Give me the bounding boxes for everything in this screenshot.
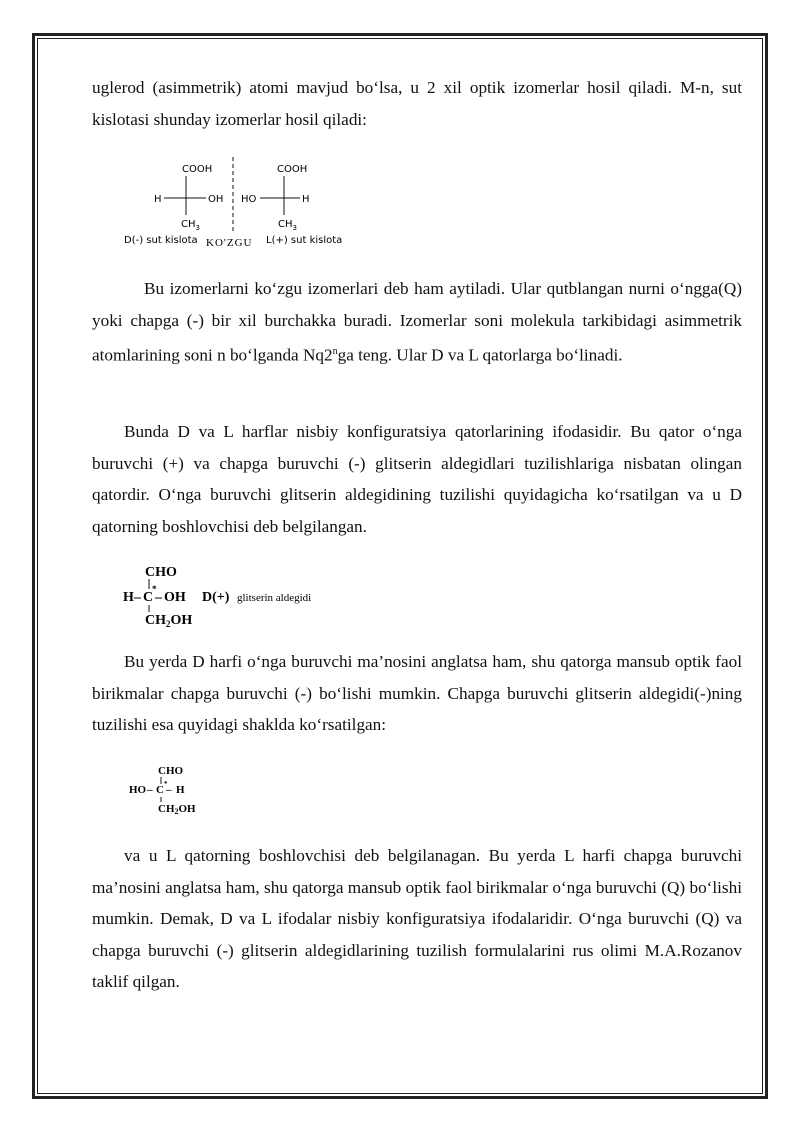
l-lactic-bottom-subscript: 3 (292, 224, 297, 232)
l-lactic-top-group: COOH (277, 164, 308, 175)
l-glyc-right-group: H (176, 784, 185, 796)
svg-text:CH3 (278, 219, 297, 232)
paragraph-mirror-isomers-end: ga teng. Ular D va L qatorlarga bo‘linadi. (337, 345, 623, 365)
paragraph-intro: uglerod (asimmetrik) atomi mavjud bo‘lsa, u 2 xil optik izomerlar hosil qiladi. M-n, sut kislotasi shunday izomerlar hosil qiladi: (92, 78, 742, 129)
d-lactic-bottom-subscript: 3 (195, 224, 200, 232)
d-glyc-right-group: OH (164, 590, 186, 605)
l-glyc-left-group: HO (129, 784, 147, 796)
d-glyc-star: * (152, 584, 157, 594)
d-lactic-right-group: OH (208, 194, 224, 205)
l-glyc-star: * (164, 780, 168, 788)
d-glyc-bottom-group: CH (145, 613, 166, 628)
exponent-n: n (332, 346, 338, 357)
d-glyc-center-atom: C (143, 590, 154, 605)
l-lactic-caption: L(+) sut kislota (266, 235, 343, 246)
d-glyc-caption: glitserin aldegidi (237, 592, 312, 604)
l-glyc-bottom-end: OH (178, 803, 196, 815)
d-glyc-left-group: H (123, 590, 134, 605)
l-glyceraldehyde-figure (126, 760, 246, 818)
l-glyc-top-group: CHO (158, 765, 184, 777)
d-glyc-bottom-subscript: 2 (166, 619, 171, 629)
d-lactic-top-group: COOH (182, 164, 213, 175)
paragraph-mirror-isomers (92, 273, 742, 371)
svg-text:CH2OH (158, 803, 196, 816)
paragraph-d-l-series: Bunda D va L harflar nisbiy konfiguratsiya qatorlarining ifodasidir. Bu qator o‘nga buruvchi (+) va chapga buruvchi (-) glitserin aldegidlari tuzilishlariga nisbatan olingan qatordir. O‘nga buruvchi glitserin aldegidining tuzilishi quyidagicha ko‘rsatilgan va u D qatorning boshlovchisi deb belgilangan. (92, 422, 742, 536)
paragraph-mirror-isomers-text: Bu izomerlarni ko‘zgu izomerlari deb ham aytiladi. Ular qutblangan nurni o‘ngga(Q) yoki chapga (-) bir xil burchakka buradi. Izomerlar soni molekula tarkibidagi asimmetrik atomlarining soni n bo‘lganda Nq2 (92, 279, 742, 365)
d-glyc-label: D(+) (202, 590, 230, 605)
lactic-acid-isomers-figure (120, 155, 360, 255)
d-lactic-bottom-group: CH (181, 219, 196, 230)
l-lactic-acid-projection (241, 164, 342, 246)
svg-text:–: – (134, 590, 141, 605)
l-glyc-bottom-subscript: 2 (174, 807, 179, 816)
l-glyc-bottom-group: CH (158, 803, 175, 815)
l-glyc-center-atom: C (156, 784, 164, 796)
d-lactic-caption: D(-) sut kislota (124, 235, 198, 246)
svg-text:CH3 (181, 219, 200, 232)
d-glyceraldehyde-figure (118, 558, 348, 630)
svg-text:CH2OH (145, 613, 192, 629)
l-lactic-right-group: H (302, 194, 310, 205)
d-glyc-top-group: CHO (145, 565, 177, 580)
mirror-label: KO'ZGU (206, 237, 253, 249)
svg-text:–: – (166, 784, 172, 796)
svg-text:–: – (155, 590, 162, 605)
d-lactic-acid-projection (124, 164, 223, 246)
paragraph-l-meaning: va u L qatorning boshlovchisi deb belgilanagan. Bu yerda L harfi chapga buruvchi ma’nosini anglatsa ham, shu qatorga mansub optik faol birikmalar o‘nga buruvchi (Q) bo‘lishi mumkin. Demak, D va L ifodalar nisbiy konfiguratsiya ifodalaridir. O‘nga buruvchi (Q) va chapga buruvchi (-) glitserin aldegidlarining tuzilish formulalarini rus olimi M.A.Rozanov taklif qilgan. (92, 846, 742, 991)
paragraph-d-meaning: Bu yerda D harfi o‘nga buruvchi ma’nosini anglatsa ham, shu qatorga mansub optik faol birikmalar chapga buruvchi (-) bo‘lishi mumkin. Chapga buruvchi glitserin aldegidi(-)ning tuzilishi esa quyidagi shaklda ko‘rsatilgan: (92, 652, 742, 734)
svg-text:–: – (147, 784, 153, 796)
l-lactic-left-group: HO (241, 194, 257, 205)
d-glyc-bottom-end: OH (170, 613, 193, 628)
l-lactic-bottom-group: CH (278, 219, 293, 230)
d-lactic-left-group: H (154, 194, 162, 205)
